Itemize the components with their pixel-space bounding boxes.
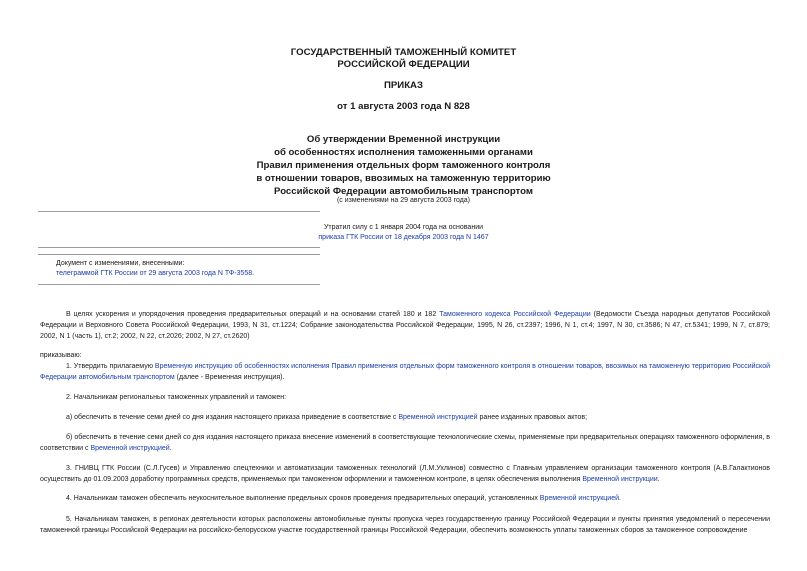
changes-link[interactable]: телеграммой ГТК России от 29 августа 2003 года N ТФ-3558. xyxy=(56,270,255,277)
changes-label: Документ с изменениями, внесенными: xyxy=(56,260,185,267)
item-1 xyxy=(40,361,770,383)
item-2: 2. Начальникам региональных таможенных управлений и таможен: xyxy=(66,394,287,401)
divider xyxy=(38,254,320,255)
item-text: (далее - Временная инструкция). xyxy=(174,374,285,381)
document-type: ПРИКАЗ xyxy=(384,80,423,91)
item-text: б) обеспечить в течение семи дней со дня издания настоящего приказа внесение изменений в соответствующие технологические схемы, применяемые при предварительных операциях таможенного оформления, в соответствии с xyxy=(40,434,770,452)
document-title xyxy=(0,133,807,198)
divider xyxy=(38,284,320,285)
item-text: . xyxy=(169,445,172,452)
temporary-instruction-link[interactable]: Временной инструкцией xyxy=(90,445,170,452)
item-2b xyxy=(40,432,770,454)
divider xyxy=(38,211,320,212)
status-link[interactable]: приказа ГТК России от 18 декабря 2003 года N 1467 xyxy=(318,234,489,241)
item-2a xyxy=(40,412,770,423)
item-text: ранее изданных правовых актов; xyxy=(477,414,588,421)
item-4 xyxy=(40,493,770,504)
preamble-text: В целях ускорения и упорядочения проведения предварительных операций и на основании статей 180 и 182 xyxy=(66,311,440,318)
title-line: об особенностях исполнения таможенными органами xyxy=(274,147,533,158)
issuer-line-1: ГОСУДАРСТВЕННЫЙ ТАМОЖЕННЫЙ КОМИТЕТ xyxy=(290,47,517,58)
title-line: Российской Федерации автомобильным транспортом xyxy=(274,186,533,197)
item-5: 5. Начальникам таможен, в регионах деятельности которых расположены автомобильные пункты пропуска через государственную границу Российской Федерации и пункты принятия уведомлений о пересечении таможенной границы Российской Федерации на российско-белорусском участке государственной границы Российской Федерации, обеспечить возможность уплаты таможенных сборов за таможенное сопровождение xyxy=(40,516,770,534)
title-line: в отношении товаров, ввозимых на таможенную территорию xyxy=(256,173,551,184)
item-text: . xyxy=(619,495,621,502)
temporary-instruction-link[interactable]: Временной инструкции xyxy=(582,476,658,483)
preamble-paragraph xyxy=(40,309,770,342)
amendments-note: (с изменениями на 29 августа 2003 года) xyxy=(336,197,471,204)
temporary-instruction-link[interactable]: Временной инструкцией xyxy=(539,495,620,502)
temporary-instruction-link[interactable]: Временную инструкцию об особенностях исполнения Правил применения отдельных форм таможенного контроля в отношении товаров, ввозимых на таможенную территорию Российской Федерации автомобильным транспортом xyxy=(40,363,770,381)
title-line: Правил применения отдельных форм таможенного контроля xyxy=(256,160,551,171)
temporary-instruction-link[interactable]: Временной инструкцией xyxy=(398,414,478,421)
item-text: а) обеспечить в течение семи дней со дня издания настоящего приказа приведение в соответствие с xyxy=(66,414,399,421)
title-line: Об утверждении Временной инструкции xyxy=(306,134,501,145)
item-text: 1. Утвердить прилагаемую xyxy=(66,363,155,370)
item-text: 4. Начальникам таможен обеспечить неукоснительное выполнение предельных сроков проведения предварительных операций, установленных xyxy=(66,495,540,502)
date-number: от 1 августа 2003 года N 828 xyxy=(337,101,470,112)
preamble-text: (Ведомости Съезда народных депутатов Российской Федерации и Верховного Совета Российской Федерации, 1993, N 31, ст.1224; Собрание законодательства Российской Федерации, 1995, N 26, ст.2397; 1996, N 1, ст.4; 1997, N 30, ст.3586; N 47, ст.5341; 1999, N 7, ст.879; 2002, N 1 (часть 1), ст.2; 2002, N 22, ст.2026; 2002, N 27, ст.2620) xyxy=(40,311,770,340)
divider xyxy=(38,247,320,248)
status-text: Утратил силу с 1 января 2004 года на основании xyxy=(323,224,484,231)
orders-word: приказываю: xyxy=(40,352,82,359)
customs-code-link[interactable]: Таможенного кодекса Российской Федерации xyxy=(439,311,591,318)
item-text: 3. ГНИВЦ ГТК России (С.Л.Гусев) и Управлению спецтехники и автоматизации таможенных технологий (Л.М.Ухлинов) совместно с Главным управлением организации таможенного контроля (А.В.Галактионов осуществить до 01.09.2003 доработку программных средств, применяемых при таможенном оформлении и таможенном контроле, в целях обеспечения выполнения xyxy=(40,465,770,483)
item-3 xyxy=(40,463,770,485)
item-text: . xyxy=(657,476,660,483)
issuer-line-2: РОССИЙСКОЙ ФЕДЕРАЦИИ xyxy=(337,59,470,70)
